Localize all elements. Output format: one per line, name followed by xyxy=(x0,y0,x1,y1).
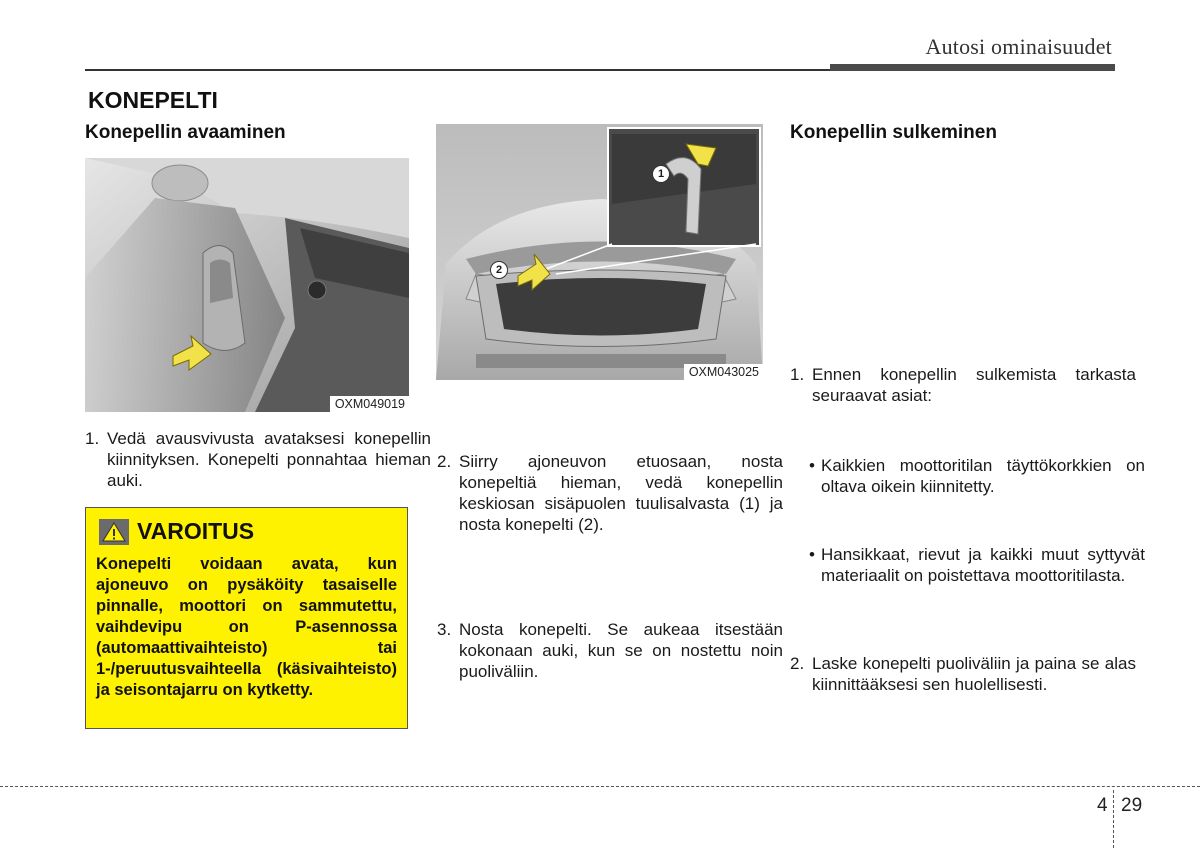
warning-box xyxy=(85,507,408,729)
bullet-item xyxy=(790,455,1145,497)
subheading-opening: Konepellin avaaminen xyxy=(85,122,286,143)
footer-divider xyxy=(1113,790,1114,848)
warning-text: Konepelti voidaan avata, kun ajoneuvo on pysäköity tasaiselle pinnalle, moottori on sammutettu, vaihdevipu on P-asennossa (automaattivaihteisto) tai 1-/peruutusvaihteella (käsivaihteisto) ja seisontajarru on kytketty. xyxy=(96,555,397,699)
bullet-text: Hansikkaat, rievut ja kaikki muut syttyvät materiaalit on poistettava moottoritilasta. xyxy=(821,545,1145,585)
figure-code: OXM049019 xyxy=(330,396,409,412)
list-item xyxy=(790,653,1136,695)
list-item xyxy=(85,428,431,491)
step-number: 1. xyxy=(790,365,805,384)
list-item xyxy=(437,619,783,682)
chapter-number: 4 xyxy=(1097,795,1108,816)
callout-1-badge: 1 xyxy=(652,165,670,183)
hood-latch-illustration xyxy=(436,124,763,380)
step-text: Siirry ajoneuvon etuosaan, nosta konepeltiä hieman, vedä konepellin keskiosan sisäpuolen tuulisalvasta (1) ja nosta konepelti (2). xyxy=(459,452,783,534)
footer-rule xyxy=(0,786,1200,787)
step-text: Ennen konepellin sulkemista tarkasta seuraavat asiat: xyxy=(812,365,1136,405)
callout-2-badge: 2 xyxy=(490,261,508,279)
bullet-item xyxy=(790,544,1145,586)
warning-header xyxy=(99,518,254,545)
step-number: 2. xyxy=(790,654,805,673)
page-number: 29 xyxy=(1121,795,1143,816)
bullet-text: Kaikkien moottoritilan täyttökorkkien on oltava oikein kiinnitetty. xyxy=(821,456,1145,496)
warning-triangle-icon xyxy=(99,519,129,545)
figure-hood-release-lever xyxy=(85,158,409,412)
step-number: 3. xyxy=(437,620,452,639)
header-rule xyxy=(85,69,830,71)
bullet-marker: • xyxy=(809,545,815,564)
list-item xyxy=(437,451,783,535)
hood-release-illustration xyxy=(85,158,409,412)
section-title: KONEPELTI xyxy=(88,87,218,113)
running-header: Autosi ominaisuudet xyxy=(925,34,1112,59)
step-text: Laske konepelti puoliväliin ja paina se alas kiinnittääksesi sen huolellisesti. xyxy=(812,654,1136,694)
figure-hood-latch xyxy=(436,124,763,380)
step-number: 1. xyxy=(85,429,100,448)
step-text: Nosta konepelti. Se aukeaa itsestään kokonaan auki, kun se on nostettu noin puoliväliin. xyxy=(459,620,783,681)
figure-code: OXM043025 xyxy=(684,364,763,380)
step-number: 2. xyxy=(437,452,452,471)
list-item xyxy=(790,364,1136,406)
subheading-closing: Konepellin sulkeminen xyxy=(790,122,997,143)
bullet-marker: • xyxy=(809,456,815,475)
step-text: Vedä avausvivusta avataksesi konepellin kiinnityksen. Konepelti ponnahtaa hieman auki. xyxy=(107,429,431,490)
warning-title: VAROITUS xyxy=(137,518,255,544)
header-rule-accent xyxy=(830,64,1115,71)
